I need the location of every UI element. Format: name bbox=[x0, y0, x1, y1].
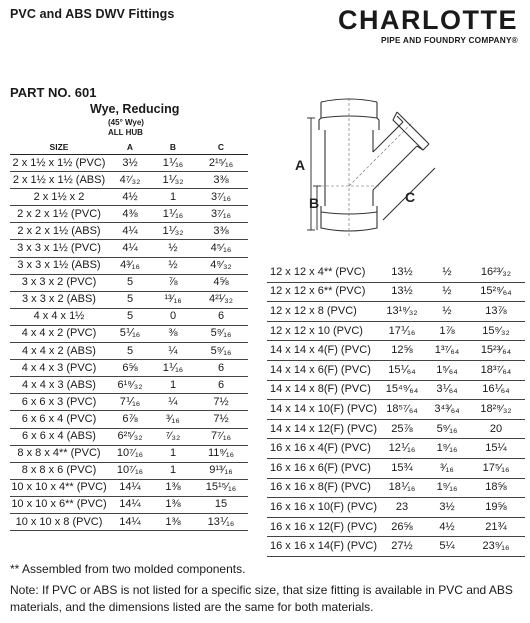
table-row bbox=[267, 537, 525, 557]
dim-a-cell: 17⅟₁₆ bbox=[377, 321, 427, 341]
size-cell: 6 x 6 x 4 (ABS) bbox=[10, 428, 108, 445]
table-row bbox=[10, 411, 248, 428]
dim-a-cell: 4¼ bbox=[108, 240, 152, 257]
size-cell: 12 x 12 x 4** (PVC) bbox=[267, 263, 377, 282]
dim-c-cell: 5⁹⁄₁₆ bbox=[194, 325, 248, 342]
dim-a-cell: 15⅟₆₄ bbox=[377, 360, 427, 380]
footnote-material: Note: If PVC or ABS is not listed for a specific size, that size fitting is available in PVC and ABS materials, and the dimensions listed are the same for both materials. bbox=[10, 583, 513, 614]
dim-c-cell: 6 bbox=[194, 308, 248, 325]
dim-b-cell: 4½ bbox=[427, 517, 467, 537]
table-row bbox=[267, 458, 525, 478]
table-row bbox=[267, 302, 525, 322]
dim-a-cell: 5 bbox=[108, 291, 152, 308]
size-cell: 2 x 2 x 1½ (ABS) bbox=[10, 223, 108, 240]
dimensions-table-left bbox=[10, 141, 248, 531]
dim-c-cell: 3⁷⁄₁₆ bbox=[194, 206, 248, 223]
dim-b-cell: ⅜ bbox=[152, 325, 194, 342]
dim-c-cell: 18²⁹⁄₃₂ bbox=[467, 400, 525, 420]
fitting-subtitle: (45° Wye) bbox=[108, 118, 144, 127]
dim-c-cell: 17⁵⁄₁₆ bbox=[467, 458, 525, 478]
dim-b-cell: ½ bbox=[152, 257, 194, 274]
dim-c-cell: 16²³⁄₃₂ bbox=[467, 263, 525, 282]
dim-c-cell: 4²¹⁄₃₂ bbox=[194, 291, 248, 308]
dim-b-cell: 3½ bbox=[427, 498, 467, 518]
dim-a-cell: 13½ bbox=[377, 263, 427, 282]
dim-b-cell: 1 bbox=[152, 445, 194, 462]
dim-c-cell: 18⅝ bbox=[467, 478, 525, 498]
dim-b-cell: 3⁴³⁄₆₄ bbox=[427, 400, 467, 420]
size-cell: 12 x 12 x 8 (PVC) bbox=[267, 302, 377, 322]
table-row bbox=[267, 419, 525, 439]
table-row bbox=[10, 308, 248, 325]
dim-b-cell: 3⅟₆₄ bbox=[427, 380, 467, 400]
dim-a-cell: 5 bbox=[108, 274, 152, 291]
size-cell: 16 x 16 x 12(F) (PVC) bbox=[267, 517, 377, 537]
table-row bbox=[267, 263, 525, 282]
size-cell: 12 x 12 x 6** (PVC) bbox=[267, 282, 377, 302]
dim-c-cell: 18³⁷⁄₆₄ bbox=[467, 360, 525, 380]
dim-b-cell: 1⅟₁₆ bbox=[152, 206, 194, 223]
dim-b-cell: ½ bbox=[427, 302, 467, 322]
size-cell: 4 x 4 x 1½ bbox=[10, 308, 108, 325]
dim-b-cell: 1⁵⁄₆₄ bbox=[427, 360, 467, 380]
fitting-hub-type: ALL HUB bbox=[108, 128, 143, 137]
dim-c-cell: 19⅝ bbox=[467, 498, 525, 518]
size-cell: 14 x 14 x 8(F) (PVC) bbox=[267, 380, 377, 400]
dim-a-cell: 15¾ bbox=[377, 458, 427, 478]
dim-a-cell: 23 bbox=[377, 498, 427, 518]
table-row bbox=[267, 478, 525, 498]
table-header-row bbox=[10, 141, 248, 155]
table-row bbox=[10, 343, 248, 360]
table-row bbox=[267, 341, 525, 361]
dim-a-cell: 5⅟₁₆ bbox=[108, 325, 152, 342]
size-cell: 12 x 12 x 10 (PVC) bbox=[267, 321, 377, 341]
page-title: PVC and ABS DWV Fittings bbox=[10, 7, 175, 21]
table-row bbox=[10, 223, 248, 240]
dim-a-cell: 27½ bbox=[377, 537, 427, 557]
dim-a-cell: 5 bbox=[108, 308, 152, 325]
dim-c-cell: 13⅞ bbox=[467, 302, 525, 322]
size-cell: 8 x 8 x 6 (PVC) bbox=[10, 462, 108, 479]
dim-c-cell: 6 bbox=[194, 360, 248, 377]
dim-a-cell: 6¹⁹⁄₃₂ bbox=[108, 377, 152, 394]
dim-c-cell: 4⅝ bbox=[194, 274, 248, 291]
part-number: PART NO. 601 bbox=[10, 85, 97, 100]
column-header: B bbox=[152, 141, 194, 155]
dim-a-cell: 4⁷⁄₃₂ bbox=[108, 172, 152, 189]
size-cell: 16 x 16 x 10(F) (PVC) bbox=[267, 498, 377, 518]
dim-b-cell: 1⁹⁄₁₆ bbox=[427, 478, 467, 498]
dim-c-cell: 4⁵⁄₁₆ bbox=[194, 240, 248, 257]
size-cell: 10 x 10 x 4** (PVC) bbox=[10, 479, 108, 496]
table-row bbox=[10, 325, 248, 342]
dim-c-cell: 5⁹⁄₁₆ bbox=[194, 343, 248, 360]
size-cell: 10 x 10 x 6** (PVC) bbox=[10, 496, 108, 513]
table-row bbox=[10, 496, 248, 513]
dim-c-cell: 16⅟₆₄ bbox=[467, 380, 525, 400]
logo-name: CHARLOTTE bbox=[338, 5, 518, 35]
dim-c-cell: 9¹³⁄₁₆ bbox=[194, 462, 248, 479]
size-cell: 6 x 6 x 4 (PVC) bbox=[10, 411, 108, 428]
dim-a-cell: 14¼ bbox=[108, 513, 152, 530]
dim-c-cell: 6 bbox=[194, 377, 248, 394]
dim-a-cell: 10⁷⁄₁₆ bbox=[108, 462, 152, 479]
size-cell: 10 x 10 x 8 (PVC) bbox=[10, 513, 108, 530]
table-row bbox=[10, 513, 248, 530]
dim-c-cell: 7⁷⁄₁₆ bbox=[194, 428, 248, 445]
dim-a-cell: 5 bbox=[108, 343, 152, 360]
company-logo bbox=[338, 6, 518, 45]
dim-c-cell: 20 bbox=[467, 419, 525, 439]
dim-b-cell: ¼ bbox=[152, 394, 194, 411]
dim-c-cell: 15¹⁵⁄₁₆ bbox=[194, 479, 248, 496]
table-row bbox=[267, 498, 525, 518]
dim-b-cell: 1⁹⁄₁₆ bbox=[427, 439, 467, 459]
dim-c-cell: 2¹⁵⁄₁₆ bbox=[194, 155, 248, 172]
dim-a-cell: 26⅝ bbox=[377, 517, 427, 537]
dim-c-cell: 3⅜ bbox=[194, 223, 248, 240]
table-row bbox=[10, 462, 248, 479]
size-cell: 3 x 3 x 2 (ABS) bbox=[10, 291, 108, 308]
dim-b-cell: 1⅟₃₂ bbox=[152, 172, 194, 189]
dim-b-cell: 1⅟₃₂ bbox=[152, 223, 194, 240]
dim-c-cell: 15²⁹⁄₆₄ bbox=[467, 282, 525, 302]
table-row bbox=[10, 445, 248, 462]
dim-b-cell: 1 bbox=[152, 462, 194, 479]
dim-a-cell: 13¹⁹⁄₃₂ bbox=[377, 302, 427, 322]
dim-b-cell: ³⁄₁₆ bbox=[427, 458, 467, 478]
footnote-assembled: ** Assembled from two molded components. bbox=[10, 562, 246, 576]
size-cell: 6 x 6 x 3 (PVC) bbox=[10, 394, 108, 411]
table-row bbox=[267, 282, 525, 302]
table-row bbox=[267, 360, 525, 380]
dim-a-cell: 15⁴⁹⁄₆₄ bbox=[377, 380, 427, 400]
dim-a-cell: 6²⁵⁄₃₂ bbox=[108, 428, 152, 445]
dim-c-cell: 15¼ bbox=[467, 439, 525, 459]
size-cell: 16 x 16 x 4(F) (PVC) bbox=[267, 439, 377, 459]
dim-b-cell: 5¼ bbox=[427, 537, 467, 557]
fitting-name: Wye, Reducing bbox=[90, 102, 180, 116]
dim-a-cell: 13½ bbox=[377, 282, 427, 302]
dim-b-cell: 1 bbox=[152, 377, 194, 394]
size-cell: 2 x 1½ x 1½ (PVC) bbox=[10, 155, 108, 172]
table-row bbox=[10, 172, 248, 189]
table-row bbox=[10, 206, 248, 223]
dim-a-cell: 18⁵⁷⁄₆₄ bbox=[377, 400, 427, 420]
size-cell: 4 x 4 x 3 (ABS) bbox=[10, 377, 108, 394]
dim-a-cell: 3½ bbox=[108, 155, 152, 172]
dim-a-cell: 4¼ bbox=[108, 223, 152, 240]
dim-b-cell: ¹³⁄₁₆ bbox=[152, 291, 194, 308]
dim-b-cell: ½ bbox=[427, 263, 467, 282]
size-cell: 2 x 2 x 1½ (PVC) bbox=[10, 206, 108, 223]
size-cell: 14 x 14 x 10(F) (PVC) bbox=[267, 400, 377, 420]
dim-a-cell: 4³⁄₁₆ bbox=[108, 257, 152, 274]
table-row bbox=[10, 479, 248, 496]
table-row bbox=[10, 189, 248, 206]
size-cell: 8 x 8 x 4** (PVC) bbox=[10, 445, 108, 462]
dim-a-cell: 18⅟₁₆ bbox=[377, 478, 427, 498]
dim-b-cell: 1⅜ bbox=[152, 496, 194, 513]
dimensions-table-right bbox=[267, 263, 525, 557]
column-header: SIZE bbox=[10, 141, 108, 155]
size-cell: 16 x 16 x 8(F) (PVC) bbox=[267, 478, 377, 498]
size-cell: 14 x 14 x 12(F) (PVC) bbox=[267, 419, 377, 439]
dim-c-cell: 3⁷⁄₁₆ bbox=[194, 189, 248, 206]
logo-subtitle: PIPE AND FOUNDRY COMPANY® bbox=[381, 35, 518, 45]
dim-a-cell: 12⅟₁₆ bbox=[377, 439, 427, 459]
size-cell: 2 x 1½ x 2 bbox=[10, 189, 108, 206]
dim-b-cell: 1⅜ bbox=[152, 479, 194, 496]
dim-b-cell: ¼ bbox=[152, 343, 194, 360]
size-cell: 4 x 4 x 2 (ABS) bbox=[10, 343, 108, 360]
size-cell: 3 x 3 x 2 (PVC) bbox=[10, 274, 108, 291]
dimension-label-a: A bbox=[295, 157, 306, 173]
column-header: C bbox=[194, 141, 248, 155]
dim-a-cell: 12⅝ bbox=[377, 341, 427, 361]
dim-b-cell: 1 bbox=[152, 189, 194, 206]
dim-a-cell: 6⅞ bbox=[108, 411, 152, 428]
dim-c-cell: 7½ bbox=[194, 411, 248, 428]
dim-c-cell: 13⅟₁₆ bbox=[194, 513, 248, 530]
table-row bbox=[267, 400, 525, 420]
table-row bbox=[267, 517, 525, 537]
dim-a-cell: 4⅜ bbox=[108, 206, 152, 223]
dim-c-cell: 11⁹⁄₁₆ bbox=[194, 445, 248, 462]
size-cell: 16 x 16 x 14(F) (PVC) bbox=[267, 537, 377, 557]
dim-c-cell: 7½ bbox=[194, 394, 248, 411]
size-cell: 4 x 4 x 3 (PVC) bbox=[10, 360, 108, 377]
dim-a-cell: 4½ bbox=[108, 189, 152, 206]
dim-b-cell: ³⁄₁₆ bbox=[152, 411, 194, 428]
size-cell: 4 x 4 x 2 (PVC) bbox=[10, 325, 108, 342]
dim-a-cell: 14¼ bbox=[108, 479, 152, 496]
dim-b-cell: ½ bbox=[427, 282, 467, 302]
size-cell: 3 x 3 x 1½ (ABS) bbox=[10, 257, 108, 274]
dim-c-cell: 15⁹⁄₃₂ bbox=[467, 321, 525, 341]
table-row bbox=[10, 240, 248, 257]
table-row bbox=[10, 377, 248, 394]
dim-b-cell: 1⅟₁₆ bbox=[152, 155, 194, 172]
dim-b-cell: 0 bbox=[152, 308, 194, 325]
table-row bbox=[267, 439, 525, 459]
dim-c-cell: 15 bbox=[194, 496, 248, 513]
size-cell: 3 x 3 x 1½ (PVC) bbox=[10, 240, 108, 257]
column-header: A bbox=[108, 141, 152, 155]
dim-b-cell: 5⁹⁄₁₆ bbox=[427, 419, 467, 439]
table-row bbox=[10, 155, 248, 172]
dimension-label-b: B bbox=[309, 195, 320, 211]
table-row bbox=[10, 360, 248, 377]
dim-c-cell: 4⁹⁄₃₂ bbox=[194, 257, 248, 274]
dim-b-cell: 1³⁷⁄₆₄ bbox=[427, 341, 467, 361]
dim-b-cell: ⁷⁄₃₂ bbox=[152, 428, 194, 445]
table-row bbox=[10, 274, 248, 291]
dim-a-cell: 10⁷⁄₁₆ bbox=[108, 445, 152, 462]
size-cell: 14 x 14 x 6(F) (PVC) bbox=[267, 360, 377, 380]
dim-a-cell: 14¼ bbox=[108, 496, 152, 513]
dim-b-cell: 1⅟₁₆ bbox=[152, 360, 194, 377]
dim-b-cell: 1⅜ bbox=[152, 513, 194, 530]
dim-c-cell: 21¾ bbox=[467, 517, 525, 537]
dim-a-cell: 6⅝ bbox=[108, 360, 152, 377]
dim-a-cell: 25⅞ bbox=[377, 419, 427, 439]
table-row bbox=[10, 394, 248, 411]
dim-a-cell: 7⅟₁₆ bbox=[108, 394, 152, 411]
table-row bbox=[10, 257, 248, 274]
size-cell: 16 x 16 x 6(F) (PVC) bbox=[267, 458, 377, 478]
dim-b-cell: 1⅞ bbox=[427, 321, 467, 341]
dimension-label-c: C bbox=[405, 189, 416, 205]
table-row bbox=[267, 380, 525, 400]
dim-c-cell: 15²³⁄₆₄ bbox=[467, 341, 525, 361]
dim-b-cell: ⅞ bbox=[152, 274, 194, 291]
size-cell: 14 x 14 x 4(F) (PVC) bbox=[267, 341, 377, 361]
dim-c-cell: 23⁹⁄₁₆ bbox=[467, 537, 525, 557]
table-row bbox=[267, 321, 525, 341]
dim-c-cell: 3⅜ bbox=[194, 172, 248, 189]
size-cell: 2 x 1½ x 1½ (ABS) bbox=[10, 172, 108, 189]
table-row bbox=[10, 428, 248, 445]
table-row bbox=[10, 291, 248, 308]
wye-fitting-drawing bbox=[285, 90, 445, 250]
dim-b-cell: ½ bbox=[152, 240, 194, 257]
